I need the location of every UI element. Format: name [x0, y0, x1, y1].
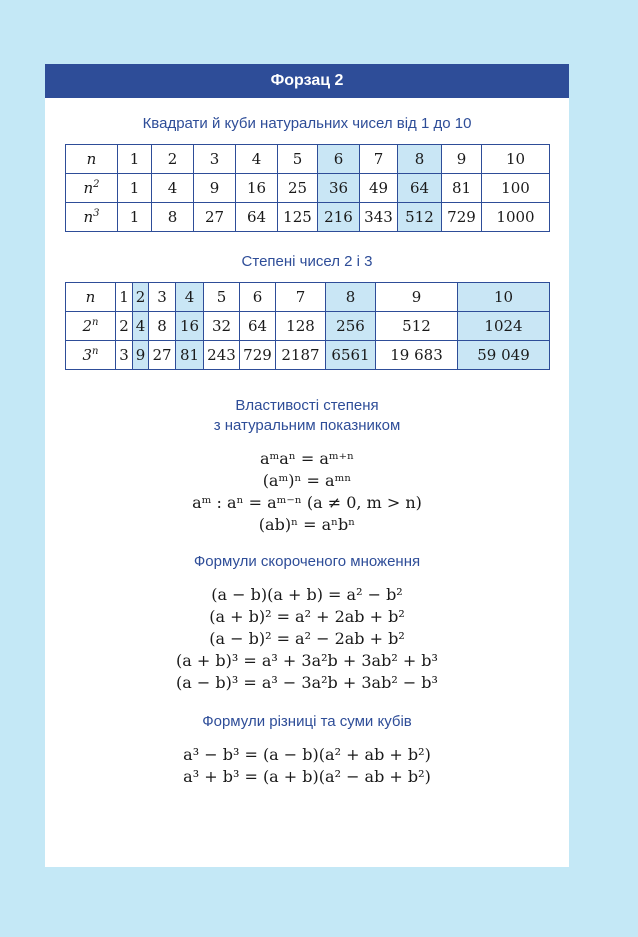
table-cell: 10 — [482, 145, 550, 174]
row-label-exponent: 2 — [93, 179, 100, 190]
table-row — [66, 174, 550, 203]
table-cell: 100 — [482, 174, 550, 203]
formula: (aᵐ)ⁿ = aᵐⁿ — [262, 471, 352, 490]
table-cell: 64 — [240, 312, 276, 341]
page-title: Форзац 2 — [270, 72, 344, 89]
row-label-exponent: 3 — [93, 208, 100, 219]
table-cell: 3 — [116, 341, 133, 370]
table-cell: 343 — [360, 203, 398, 232]
table-cell: 64 — [398, 174, 442, 203]
table-cell: 4 — [236, 145, 278, 174]
table-cell: 27 — [194, 203, 236, 232]
row-label — [66, 203, 118, 232]
power-properties-formulas — [45, 448, 569, 536]
table-cell: 8 — [149, 312, 176, 341]
table-cell: 64 — [236, 203, 278, 232]
table-cell: 216 — [318, 203, 360, 232]
table-cell: 1 — [118, 174, 152, 203]
formula: aᵐ : aⁿ = aᵐ⁻ⁿ (a ≠ 0, m > n) — [192, 493, 422, 512]
table-cell: 4 — [176, 283, 204, 312]
squares-cubes-title: Квадрати й куби натуральних чисел від 1 до 10 — [142, 115, 472, 132]
table-cell: 16 — [236, 174, 278, 203]
table-row — [66, 145, 550, 174]
table-cell: 27 — [149, 341, 176, 370]
table-cell: 9 — [442, 145, 482, 174]
table-cell: 7 — [360, 145, 398, 174]
table-cell: 10 — [458, 283, 550, 312]
row-label — [66, 145, 118, 174]
squares-cubes-table — [65, 144, 550, 232]
short-multiplication-formulas — [45, 584, 569, 694]
table-cell: 256 — [326, 312, 376, 341]
table-row — [66, 283, 550, 312]
table-cell: 8 — [326, 283, 376, 312]
table-cell: 1 — [118, 145, 152, 174]
table-cell: 2 — [116, 312, 133, 341]
forzats-card — [45, 64, 569, 867]
formula: a³ + b³ = (a + b)(a² − ab + b²) — [183, 767, 431, 786]
table-cell: 32 — [204, 312, 240, 341]
formula: aᵐaⁿ = aᵐ⁺ⁿ — [259, 449, 355, 468]
table-cell: 59 049 — [458, 341, 550, 370]
row-label-base: n — [83, 208, 94, 226]
formula: (a − b)³ = a³ − 3a²b + 3ab² − b³ — [176, 673, 438, 692]
row-label-exponent: n — [92, 346, 99, 357]
page-header — [45, 64, 569, 98]
table-cell: 4 — [152, 174, 194, 203]
table-cell: 729 — [240, 341, 276, 370]
table-cell: 16 — [176, 312, 204, 341]
row-label — [66, 174, 118, 203]
table-cell: 125 — [278, 203, 318, 232]
table-cell: 9 — [194, 174, 236, 203]
table-cell: 49 — [360, 174, 398, 203]
table-cell: 1000 — [482, 203, 550, 232]
table-cell: 5 — [204, 283, 240, 312]
row-label-exponent: n — [92, 317, 99, 328]
table-cell: 8 — [398, 145, 442, 174]
table-cell: 8 — [152, 203, 194, 232]
cubes-difference-sum-formulas — [45, 744, 569, 788]
table-cell: 4 — [133, 312, 149, 341]
table-cell: 6 — [318, 145, 360, 174]
formula: (a + b)³ = a³ + 3a²b + 3ab² + b³ — [176, 651, 438, 670]
formula: (a + b)² = a² + 2ab + b² — [209, 607, 405, 626]
table-cell: 3 — [194, 145, 236, 174]
table-cell: 1024 — [458, 312, 550, 341]
table-cell: 512 — [398, 203, 442, 232]
table-cell: 9 — [376, 283, 458, 312]
table-cell: 5 — [278, 145, 318, 174]
table-cell: 36 — [318, 174, 360, 203]
powers-2-3-table — [65, 282, 550, 370]
table-cell: 1 — [118, 203, 152, 232]
table-cell: 2187 — [276, 341, 326, 370]
row-label-base: n — [83, 179, 94, 197]
short-multiplication-title: Формули скороченого множення — [193, 553, 421, 570]
table-cell: 2 — [133, 283, 149, 312]
table-cell: 6561 — [326, 341, 376, 370]
table-cell: 729 — [442, 203, 482, 232]
table-cell: 3 — [149, 283, 176, 312]
table-cell: 243 — [204, 341, 240, 370]
row-label-base: n — [85, 288, 96, 306]
table-cell: 7 — [276, 283, 326, 312]
table-cell: 512 — [376, 312, 458, 341]
row-label-base: n — [86, 150, 97, 168]
formula: a³ − b³ = (a − b)(a² + ab + b²) — [183, 745, 431, 764]
formula: (a − b)(a + b) = a² − b² — [211, 585, 403, 604]
table-row — [66, 312, 550, 341]
table-row — [66, 341, 550, 370]
formula: (ab)ⁿ = aⁿbⁿ — [258, 515, 356, 534]
row-label — [66, 341, 116, 370]
table-cell: 25 — [278, 174, 318, 203]
table-cell: 9 — [133, 341, 149, 370]
table-cell: 2 — [152, 145, 194, 174]
table-row — [66, 203, 550, 232]
cubes-difference-sum-title: Формули різниці та суми кубів — [202, 713, 412, 730]
table-cell: 81 — [176, 341, 204, 370]
table-cell: 6 — [240, 283, 276, 312]
power-properties-title-line1: Властивості степеня — [235, 397, 379, 414]
row-label-base: 2 — [82, 317, 93, 335]
table-cell: 19 683 — [376, 341, 458, 370]
table-cell: 81 — [442, 174, 482, 203]
row-label — [66, 312, 116, 341]
formula: (a − b)² = a² − 2ab + b² — [209, 629, 405, 648]
row-label — [66, 283, 116, 312]
powers-2-3-title: Степені чисел 2 і 3 — [241, 253, 373, 270]
power-properties-title-line2: з натуральним показником — [213, 417, 401, 434]
row-label-base: 3 — [82, 346, 93, 364]
table-cell: 1 — [116, 283, 133, 312]
table-cell: 128 — [276, 312, 326, 341]
